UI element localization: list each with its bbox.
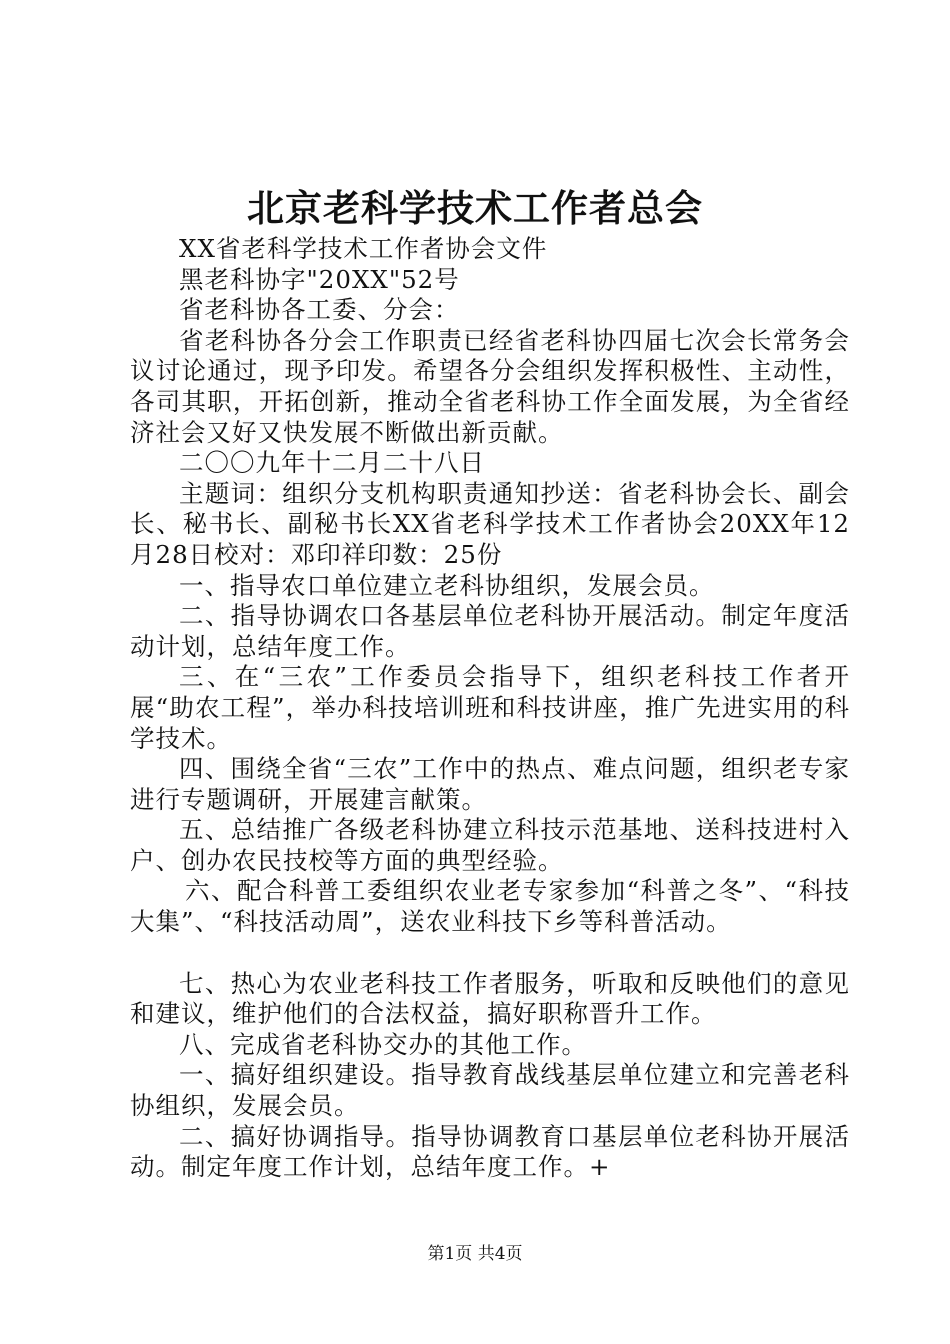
paragraph-15: 一、搞好组织建设。指导教育战线基层单位建立和完善老科协组织，发展会员。 bbox=[130, 1060, 850, 1121]
paragraph-1: XX省老科学技术工作者协会文件 bbox=[179, 234, 548, 263]
paragraph-7: 一、指导农口单位建立老科协组织，发展会员。 bbox=[179, 570, 715, 600]
paragraph-4: 省老科协各分会工作职责已经省老科协四届七次会长常务会议讨论通过，现予印发。希望各分会组织发挥积极性、主动性，各司其职，开拓创新，推动全省老科协工作全面发展，为全省经济社会又好又快发展不断做出新贡献。 bbox=[130, 325, 850, 447]
page-footer: 第1页 共4页 bbox=[427, 1244, 523, 1264]
paragraph-3: 省老科协各工委、分会： bbox=[179, 295, 460, 325]
paragraph-8: 二、指导协调农口各基层单位老科协开展活动。制定年度活动计划，总结年度工作。 bbox=[130, 601, 850, 661]
paragraph-14: 八、完成省老科协交办的其他工作。 bbox=[179, 1029, 587, 1059]
paragraph-5: 二〇〇九年十二月二十八日 bbox=[179, 448, 485, 478]
paragraph-9: 三、在“三农”工作委员会指导下，组织老科技工作者开展“助农工程”，举办科技培训班和科技讲座，推广先进实用的科学技术。 bbox=[130, 662, 850, 753]
paragraph-11: 五、总结推广各级老科协建立科技示范基地、送科技进村入户、创办农民技校等方面的典型经验。 bbox=[130, 815, 850, 875]
paragraph-2: 黑老科协字"20XX"52号 bbox=[179, 264, 460, 294]
paragraph-10: 四、围绕全省“三农”工作中的热点、难点问题，组织老专家进行专题调研，开展建言献策。 bbox=[130, 754, 850, 814]
paragraph-12: 六、配合科普工委组织农业老专家参加“科普之冬”、“科技大集”、“科技活动周”，送农业科技下乡等科普活动。 bbox=[130, 876, 850, 937]
document-title: 北京老科学技术工作者总会 bbox=[247, 186, 703, 230]
document-body bbox=[130, 234, 850, 1183]
paragraph-16: 二、搞好协调指导。指导协调教育口基层单位老科协开展活动。制定年度工作计划，总结年度工作。+ bbox=[130, 1121, 850, 1182]
paragraph-13: 七、热心为农业老科技工作者服务，听取和反映他们的意见和建议，维护他们的合法权益，搞好职称晋升工作。 bbox=[130, 968, 850, 1029]
paragraph-6: 主题词：组织分支机构职责通知抄送：省老科协会长、副会长、秘书长、副秘书长XX省老科学技术工作者协会20XX年12月28日校对：邓印祥印数：25份 bbox=[130, 478, 850, 569]
